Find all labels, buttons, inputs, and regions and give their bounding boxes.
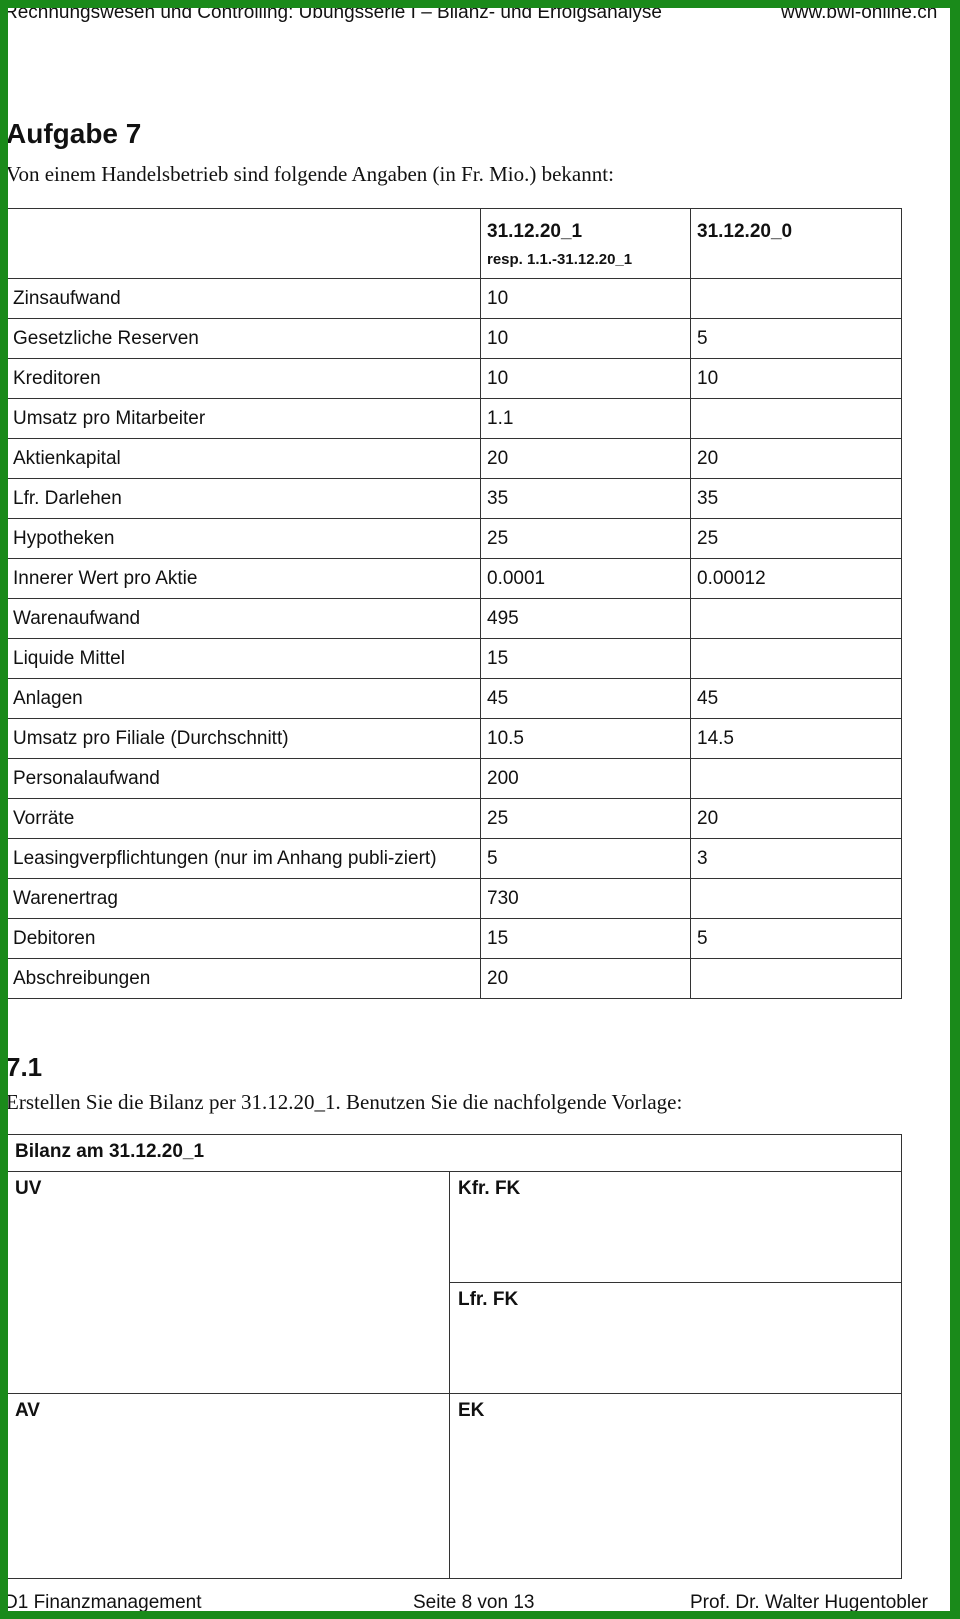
header-col-previous-label: 31.12.20_0 — [697, 221, 793, 242]
row-value-previous: 25 — [691, 519, 902, 559]
row-label: Umsatz pro Filiale (Durchschnitt) — [7, 719, 481, 759]
subtask-text: Erstellen Sie die Bilanz per 31.12.20_1. Benutzen Sie die nachfolgende Vorlage: — [6, 1090, 683, 1114]
row-value-previous: 35 — [691, 479, 902, 519]
row-value-current: 15 — [481, 919, 691, 959]
row-label: Anlagen — [7, 679, 481, 719]
row-label: Zinsaufwand — [7, 279, 481, 319]
row-label: Personalaufwand — [7, 759, 481, 799]
row-value-previous: 14.5 — [691, 719, 902, 759]
row-value-previous: 3 — [691, 839, 902, 879]
header-left: Rechnungswesen und Controlling: Übungsserie I – Bilanz- und Erfolgsanalyse — [4, 2, 662, 23]
row-value-current: 25 — [481, 519, 691, 559]
row-label: Vorräte — [7, 799, 481, 839]
footer-center: Seite 8 von 13 — [413, 1592, 535, 1613]
row-value-previous: 20 — [691, 799, 902, 839]
row-value-current: 35 — [481, 479, 691, 519]
row-value-previous: 5 — [691, 319, 902, 359]
lfr-fk-cell: Lfr. FK — [450, 1283, 902, 1394]
row-label: Debitoren — [7, 919, 481, 959]
row-value-current: 10.5 — [481, 719, 691, 759]
ek-cell: EK — [450, 1394, 902, 1579]
row-value-current: 0.0001 — [481, 559, 691, 599]
av-cell: AV — [7, 1394, 450, 1579]
row-label: Warenaufwand — [7, 599, 481, 639]
footer-right: Prof. Dr. Walter Hugentobler — [690, 1592, 928, 1613]
row-label: Gesetzliche Reserven — [7, 319, 481, 359]
row-value-current: 10 — [481, 319, 691, 359]
row-value-current: 1.1 — [481, 399, 691, 439]
row-value-current: 15 — [481, 639, 691, 679]
row-value-current: 495 — [481, 599, 691, 639]
subtask-number: 7.1 — [6, 1052, 43, 1082]
row-label: Umsatz pro Mitarbeiter — [7, 399, 481, 439]
row-label: Lfr. Darlehen — [7, 479, 481, 519]
row-value-current: 45 — [481, 679, 691, 719]
row-value-current: 10 — [481, 359, 691, 399]
page-title: Aufgabe 7 — [6, 118, 142, 149]
row-value-current: 20 — [481, 439, 691, 479]
row-label: Liquide Mittel — [7, 639, 481, 679]
uv-cell: UV — [7, 1172, 450, 1394]
row-value-current: 5 — [481, 839, 691, 879]
kfr-fk-cell: Kfr. FK — [450, 1172, 902, 1283]
row-value-previous: 20 — [691, 439, 902, 479]
balance-sheet-title: Bilanz am 31.12.20_1 — [7, 1135, 902, 1172]
row-label: Kreditoren — [7, 359, 481, 399]
row-value-current: 25 — [481, 799, 691, 839]
row-label: Hypotheken — [7, 519, 481, 559]
row-value-previous: 0.00012 — [691, 559, 902, 599]
row-value-current: 730 — [481, 879, 691, 919]
row-value-current: 10 — [481, 279, 691, 319]
row-value-previous: 45 — [691, 679, 902, 719]
row-label: Warenertrag — [7, 879, 481, 919]
row-value-previous: 10 — [691, 359, 902, 399]
footer-left: D1 Finanzmanagement — [4, 1592, 202, 1613]
row-label: Abschreibungen — [7, 959, 481, 999]
header-col-current-label: 31.12.20_1 — [487, 221, 583, 242]
header-col-current-sub: resp. 1.1.-31.12.20_1 — [487, 251, 633, 268]
row-label: Leasingverpflichtungen (nur im Anhang publi-ziert) — [7, 839, 481, 879]
row-label: Aktienkapital — [7, 439, 481, 479]
row-label: Innerer Wert pro Aktie — [7, 559, 481, 599]
row-value-previous: 5 — [691, 919, 902, 959]
row-value-current: 200 — [481, 759, 691, 799]
intro-text: Von einem Handelsbetrieb sind folgende Angaben (in Fr. Mio.) bekannt: — [6, 162, 614, 186]
header-right: www.bwl-online.ch — [781, 2, 938, 23]
row-value-current: 20 — [481, 959, 691, 999]
